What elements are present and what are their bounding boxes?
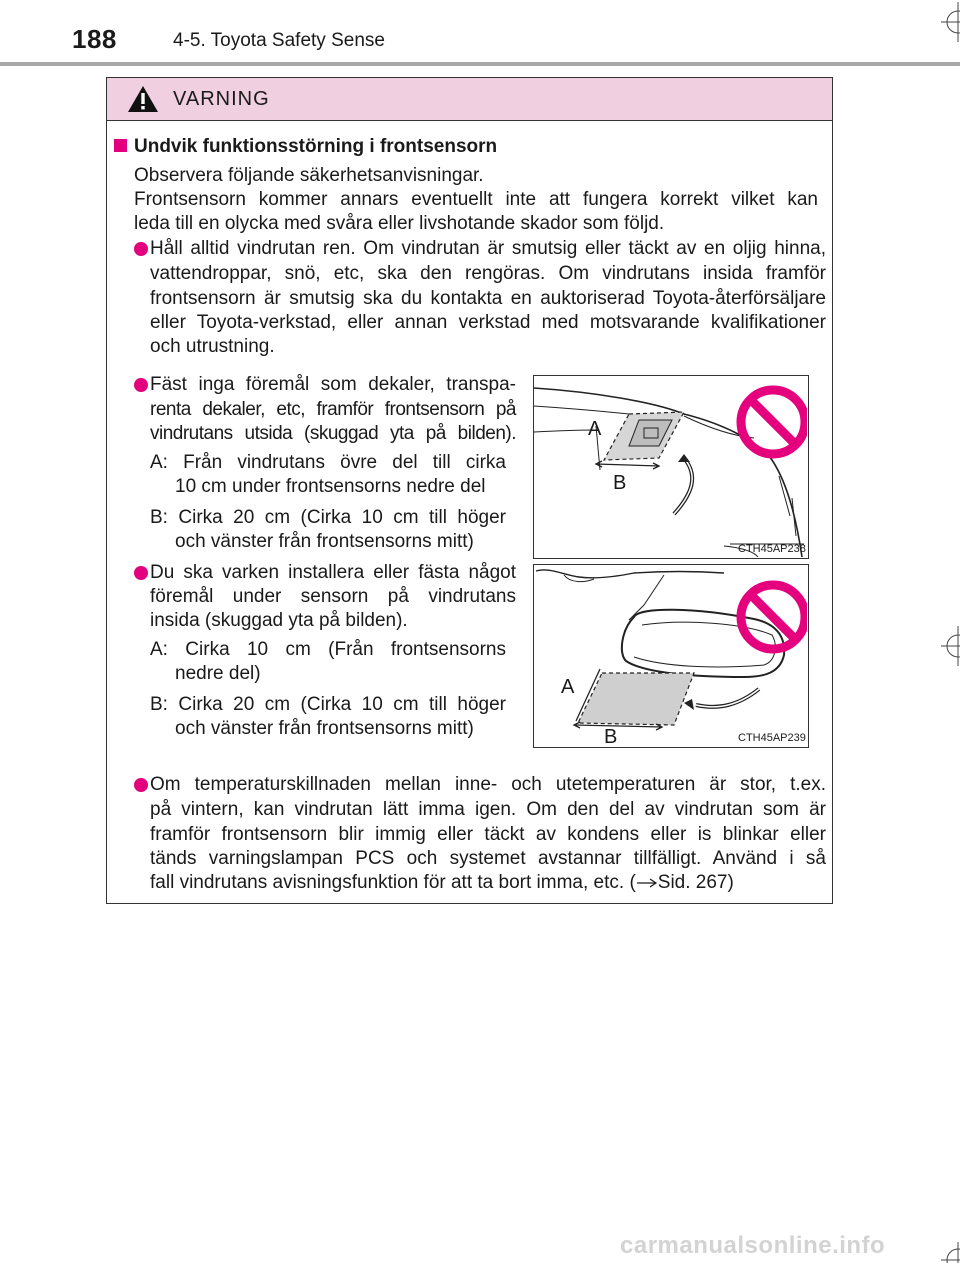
figure-label-a: A (588, 418, 602, 440)
bullet-line: eller Toyota-verkstad, eller annan verkstad med motsvarande kvalifikationer (150, 312, 826, 333)
bullet-line: och utrustning. (150, 336, 275, 357)
figure-windshield-inside (533, 564, 809, 748)
bullet-line: frontsensorn är smutsig ska du kontakta en auktoriserad Toyota-återförsäljare (150, 288, 826, 309)
crop-mark-icon (936, 626, 960, 666)
round-bullet-icon (134, 242, 148, 256)
figure-label-b: B (613, 472, 627, 494)
page-reference-link[interactable]: Sid. 267 (657, 872, 728, 893)
warning-heading: Undvik funktionsstörning i frontsensorn (134, 136, 498, 157)
crop-mark-icon (936, 2, 960, 42)
bullet-line: Om temperaturskillnaden mellan inne- och utetemperaturen är stor, t.ex. (150, 774, 826, 795)
section-title: 4-5. Toyota Safety Sense (173, 30, 385, 51)
round-bullet-icon (134, 566, 148, 580)
sub-item-a: A: Från vindrutans övre del till cirka (150, 452, 506, 473)
page-number: 188 (72, 24, 117, 54)
sub-item-a: A: Cirka 10 cm (Från frontsensorns (150, 639, 506, 660)
header-divider (0, 62, 960, 66)
bullet-line: framför frontsensorn blir immig eller täckt av kondens eller is blinkar eller (150, 824, 826, 845)
bullet-text: ) (727, 872, 734, 893)
arrow-right-icon (636, 877, 658, 889)
warning-triangle-icon (127, 85, 159, 113)
watermark: carmanualsonline.info (620, 1232, 886, 1259)
intro-text: Observera följande säkerhetsanvisningar. (134, 165, 484, 186)
bullet-line: vattendroppar, snö, etc, ska den rengöras. Om vindrutans insida framför (150, 263, 826, 284)
windshield-outside-illustration (534, 376, 807, 557)
sub-item-b-cont: och vänster från frontsensorns mitt) (175, 718, 474, 739)
sub-item-a-cont: 10 cm under frontsensorns nedre del (175, 476, 486, 497)
sub-item-a-cont: nedre del) (175, 663, 261, 684)
figure-label-b: B (604, 726, 618, 748)
figure-code: CTH45AP239 (738, 732, 806, 744)
bullet-line: föremål under sensorn på vindrutans (150, 586, 516, 607)
bullet-line: på vintern, kan vindrutan lätt imma igen. Om den del av vindrutan som är (150, 799, 826, 820)
square-bullet-icon (114, 139, 127, 152)
bullet-line: renta dekaler, etc, framför frontsensorn på (150, 399, 516, 420)
bullet-line: insida (skuggad yta på bilden). (150, 610, 408, 631)
intro-text: leda till en olycka med svåra eller livshotande skador som följd. (134, 213, 665, 234)
bullet-line: Fäst inga föremål som dekaler, transpa- (150, 374, 516, 395)
warning-label: VARNING (173, 87, 270, 110)
warning-header (107, 78, 832, 121)
sub-item-b: B: Cirka 20 cm (Cirka 10 cm till höger (150, 507, 506, 528)
bullet-line (150, 870, 734, 896)
figure-label-a: A (561, 676, 575, 698)
sub-item-b-cont: och vänster från frontsensorns mitt) (175, 531, 474, 552)
round-bullet-icon (134, 778, 148, 792)
bullet-line: tänds varningslampan PCS och systemet avstannar tillfälligt. Använd i så (150, 848, 826, 869)
sub-item-b: B: Cirka 20 cm (Cirka 10 cm till höger (150, 694, 506, 715)
bullet-line: vindrutans utsida (skuggad yta på bilden). (150, 423, 516, 444)
bullet-line: Håll alltid vindrutan ren. Om vindrutan är smutsig eller täckt av en oljig hinna, (150, 238, 826, 259)
figure-code: CTH45AP238 (738, 543, 806, 555)
intro-text: Frontsensorn kommer annars eventuellt inte att fungera korrekt vilket kan (134, 189, 818, 210)
crop-mark-icon (930, 1234, 960, 1263)
round-bullet-icon (134, 378, 148, 392)
bullet-line: Du ska varken installera eller fästa något (150, 562, 516, 583)
bullet-text: fall vindrutans avisningsfunktion för att ta bort imma, etc. ( (150, 872, 636, 893)
figure-windshield-outside (533, 375, 809, 559)
windshield-inside-illustration (534, 565, 807, 746)
